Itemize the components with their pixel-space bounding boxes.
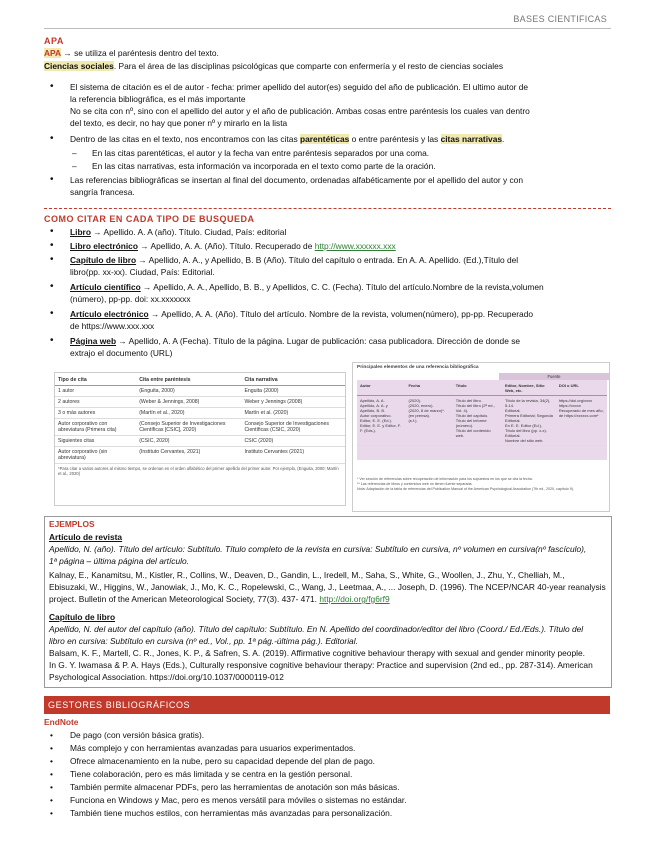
table-row: Siguientes citas (CSIC, 2020) CSIC (2020): [55, 436, 345, 447]
fuente-band: Fuente: [499, 373, 609, 380]
list-item: • También tiene muchos estilos, con herramientas más avanzadas para personalización.: [50, 808, 393, 818]
como-section-title: COMO CITAR EN CADA TIPO DE BUSQUEDA: [44, 214, 255, 224]
apa-section-title: APA: [44, 36, 64, 46]
apa-dash-1: En las citas parentéticas, el autor y la fecha van entre paréntesis separados por una coma.: [92, 148, 430, 158]
dash-marker: –: [72, 148, 77, 158]
apa-bullet-1: El sistema de citación es el de autor - fecha: primer apellido del autor(es) seguido del año de publicación. El ultimo autor de la referencia bibliográfica, es el más importante No se cita con nº, sino con el apellido del autor y el año de publicación. Ambas cosas entre paréntesis los cuales van dentro del texto, es decir, no hay que poner nº y mirarlo en la lista: [70, 82, 530, 128]
revista-title: Artículo de revista: [49, 532, 123, 542]
revista-template: Apellido, N. (año). Título del artículo: Subtítulo. Título completo de la revista en cursiva: Subtítulo en cursiva, nº volumen en cursiva(nº fascículo), 1ª página – última página del artículo.: [49, 544, 587, 566]
ciencias-label: Ciencias sociales: [44, 61, 114, 71]
table-row: 3 o más autores (Martín et al., 2020) Martín et al. (2020): [55, 408, 345, 419]
bullet-dot: •: [50, 240, 54, 251]
page-header: BASES CIENTIFICAS: [513, 14, 607, 24]
bullet-dot: •: [50, 254, 54, 265]
table-row: Autor corporativo con abreviatura (Primera cita) (Consejo Superior de Investigaciones Científicas [CSIC], 2020) Consejo Superior de Investigaciones Científicas (CSIC, 2020): [55, 419, 345, 436]
list-item: • De pago (con versión básica gratis).: [50, 730, 205, 740]
apa-keyword: APA: [44, 48, 62, 58]
ejemplos-title: EJEMPLOS: [49, 519, 95, 529]
list-item: • Ofrece almacenamiento en la nube, pero su capacidad depende del plan de pago.: [50, 756, 375, 766]
bullet-dot: •: [50, 281, 54, 292]
ciencias-line: [44, 60, 614, 72]
apa-bullet-2: Dentro de las citas en el texto, nos encontramos con las citas parentéticas o entre paréntesis y las citas narrativas.: [70, 134, 505, 144]
apa-line: [44, 47, 219, 59]
como-item-capitulo: Capítulo de libro → Apellido, A. A., y Apellido, B. B (Año). Título del capítulo o entrada. En A. A. Apellido. (Ed.),Título del libro(pp. xx-xx). Ciudad, País: Editorial.: [70, 255, 519, 277]
dash-marker: –: [72, 161, 77, 171]
apa-dash-2: En las citas narrativas, esta información va incorporada en el texto como parte de la oración.: [92, 161, 436, 171]
bullet-dot: •: [50, 226, 54, 237]
reference-table-note: * Ver sección de referencias sobre recuperación de información para los supuestos en los que se cita la fecha. ** Las referencias de libros y contenidos web no tienen fuente separada. Nota: Adaptación de la tabla de referencias del Publication Manual of the American Psychological Association (7th ed., 2020, capítulo 9).: [357, 477, 574, 491]
list-item: • Más complejo y con herramientas avanzadas para usuarios experimentados.: [50, 743, 356, 753]
header-divider: [44, 28, 611, 29]
como-item-pagina-web: Página web → Apellido, A. A (Fecha). Título de la página. Lugar de publicación: casa publicadora. Dirección de donde se extrajo el documento (URL): [70, 336, 521, 358]
libro-electronico-link[interactable]: http://www.xxxxxx.xxx: [314, 241, 396, 251]
reference-elements-figure: [352, 362, 610, 512]
como-item-articulo-electronico: Artículo electrónico → Apellido, A. A. (Año). Título del artículo. Nombre de la revista, volumen(número), pp-pp. Recuperado de https://www.xxx.xxx: [70, 309, 534, 331]
como-item-libro-electronico: Libro electrónico → Apellido, A. A. (Año). Título. Recuperado de http://www.xxxxxx.xxx: [70, 241, 396, 251]
libro-title: Capítulo de libro: [49, 612, 116, 622]
reference-figure-caption: Principales elementos de una referencia bibliográfica: [357, 365, 479, 370]
narrativas-term: citas narrativas: [440, 134, 503, 144]
ciencias-rest: . Para el área de las disciplinas psicológicas que comparte con enfermería y el resto de ciencias sociales: [113, 61, 504, 71]
citation-table: Tipo de cita Cita entre paréntesis Cita narrativa 1 autor (Enguita, 2000) Enguita (2000) 2 autores (Weber & Jennings, 2008) Weber y Jennings (2008) 3 o más autores (Martín et al., 2020) Martín et al. (2020) Autor corporativo con abreviatura (Primera cita) (Consejo Superior de Investigaciones Científicas [CSIC], 2020) Consejo Superior de Investigaciones Científicas (CSIC, 2020) Siguientes citas (CSIC, 2020) CSIC (2020) Autor corporativo (sin abreviatura) (Instituto Cervantes, 2021) Instituto Cervantes (2021): [55, 375, 345, 464]
citation-table-figure: [54, 372, 346, 506]
gestores-band: GESTORES BIBLIOGRÁFICOS: [44, 696, 610, 714]
parenteticas-term: parentéticas: [299, 134, 350, 144]
como-item-libro: Libro → Apellido. A. A (año). Título. Ciudad, País: editorial: [70, 227, 287, 237]
apa-rest: → se utiliza el paréntesis dentro del texto.: [63, 48, 219, 58]
reference-table: Autor Fecha Título Editor, Nombre, Sitio Web, etc. DOI o URL Apellido, A. A. Apellido, A. A. y Apellido, B. B. Autor corporativo. Editor, E. E. (Ed.). Editor, E. E. y Editor, F. F. (Eds.). (2020). (2020, enero). (2020, 8 de marzo)*. (en prensa). (s.f.). Título del libro. Título del libro (2ª ed., Vol. 4). Título del capítulo. Título del informe (número). Título del contenido web. Título de la revista, 34(2), 5-14. Editorial. Primera Editorial; Segunda Editorial. En E. E. Editor (Ed.), Título del libro (pp. x-x). Editorial. Nombre del sitio web. https://doi.org/xxxx https://xxxxx Recuperado de mes año, de https://xxxxxx.com*: [357, 381, 607, 446]
endnote-list: [50, 729, 610, 820]
libro-template: Apellido, N. del autor del capítulo (año). Título del capítulo: Subtítulo. En N. Apellido del coordinador/editor del libro (Coord./ Ed./Eds.). Título del libro en cursiva: Subtítulo en cursiva (nº ed., Vol., pp. 1ª pág.-última pág.). Editorial.: [49, 624, 584, 646]
list-item: • Tiene colaboración, pero es más limitada y se centra en la gestión personal.: [50, 769, 353, 779]
bullet-dot: •: [50, 308, 54, 319]
table-row: 1 autor (Enguita, 2000) Enguita (2000): [55, 386, 345, 397]
list-item: • También permite almacenar PDFs, pero las herramientas de anotación son más básicas.: [50, 782, 400, 792]
bullet-dot: •: [50, 133, 54, 144]
revista-example: Kalnay, E., Kanamitsu, M., Kistler, R., Collins, W., Deaven, D., Gandin, L., Iredell, M., Saha, S., White, G., Woollen, J., Zhu, Y., Chelliah, M., Ebisuzaki, W., Higgins, W., Janowiak, J., Mo, K. C., Ropelewski, C., Wang, J., Leetmaa, A., ... Joseph, D. (1996). The NCEP/NCAR 40-year reanalysis project. Bulletin of the American Meteorological Society, 77(3). 437- 471. http://doi.org/fg6rf9: [49, 570, 606, 604]
section-divider: [44, 208, 611, 209]
ejemplos-box: [44, 516, 612, 688]
apa-bullet-3: Las referencias bibliográficas se insertan al final del documento, ordenadas alfabéticamente por el apellido del autor y con sangría francesa.: [70, 175, 523, 197]
revista-doi-link[interactable]: http://doi.org/fg6rf9: [319, 594, 390, 604]
como-item-articulo: Artículo científico → Apellido, A. A., Apellido, B. B., y Apellidos, C. C. (Fecha). Título del artículo.Nombre de la revista,volumen (número), pp-pp. doi: xx.xxxxxxx: [70, 282, 544, 304]
bullet-dot: •: [50, 81, 54, 92]
bullet-dot: •: [50, 174, 54, 185]
bullet-dot: •: [50, 335, 54, 346]
list-item: • Funciona en Windows y Mac, pero es menos versátil para móviles o sistemas no estándar.: [50, 795, 407, 805]
endnote-label: EndNote: [44, 717, 79, 727]
table-row: Autor corporativo (sin abreviatura) (Instituto Cervantes, 2021) Instituto Cervantes (2021): [55, 447, 345, 464]
table-row: 2 autores (Weber & Jennings, 2008) Weber y Jennings (2008): [55, 397, 345, 408]
citation-table-note: *Para citar a varios autores al mismo tiempo, se ordenan en el orden alfabético del primer apellido del primer autor. Por ejemplo, (Enguita, 2000; Martín et al., 2020): [58, 466, 339, 476]
libro-example: Balsam, K. F., Martell, C. R., Jones, K. P., & Safren, S. A. (2019). Affirmative cognitive behaviour therapy with sexual and gender minority people. In G. Y. Iwamasa & P. A. Hays (Eds.), Culturally responsive cognitive behaviour therapy: Practice and supervision (2nd ed., pp. 287-314). American Psychological Association. https://doi.org/10.1037/0000119-012: [49, 648, 593, 682]
